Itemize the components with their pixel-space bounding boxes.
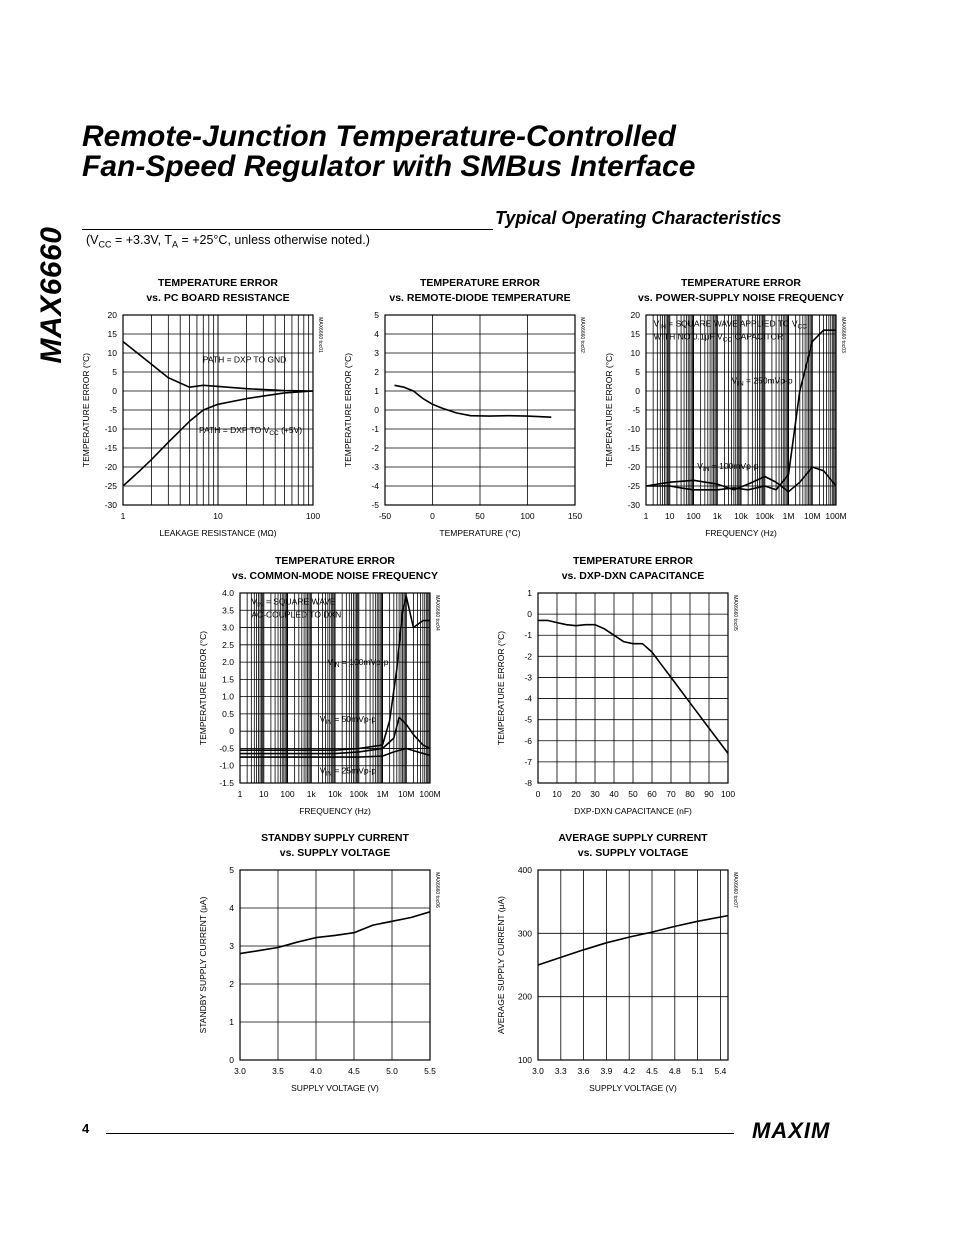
y-tick-label: 0: [374, 405, 379, 415]
x-tick-label: 10k: [734, 511, 748, 521]
x-tick-label: 5.0: [386, 1066, 398, 1076]
annotation-label: $V_{IN} = 50mVp-p$: [319, 714, 377, 727]
x-tick-label: 1: [120, 511, 126, 521]
x-tick-label: 100k: [755, 511, 774, 521]
chart-average-current-vs-voltage: [490, 825, 745, 1100]
y-tick-label: 100: [517, 1055, 532, 1065]
y-axis-label: TEMPERATURE ERROR (°C): [496, 630, 506, 746]
chart-temp-error-vs-supply-noise-frequency: [598, 270, 858, 545]
x-tick-label: 100: [520, 511, 535, 521]
y-tick-label: 0: [527, 609, 532, 620]
y-tick-label: 400: [517, 865, 532, 875]
y-tick-label: -5: [632, 405, 640, 415]
x-tick-label: 4.0: [310, 1066, 322, 1076]
x-tick-label: 1k: [712, 511, 722, 521]
y-tick-label: -15: [104, 443, 117, 453]
y-axis-label: TEMPERATURE ERROR (°C): [198, 630, 208, 746]
y-tick-label: -20: [627, 462, 640, 472]
chart-subtitle: vs. SUPPLY VOLTAGE: [577, 847, 689, 859]
y-tick-label: 1: [229, 1017, 234, 1027]
y-tick-label: -3: [371, 462, 379, 472]
x-tick-label: 100k: [349, 789, 368, 799]
maxim-logo: MAXIM: [752, 1118, 831, 1143]
chart-subtitle: vs. SUPPLY VOLTAGE: [279, 847, 391, 859]
x-tick-label: 3.3: [554, 1066, 567, 1076]
x-tick-label: 0: [430, 511, 435, 521]
x-tick-label: 4.8: [668, 1066, 681, 1076]
y-tick-label: -1: [524, 630, 532, 641]
chart-subtitle: vs. REMOTE-DIODE TEMPERATURE: [389, 292, 571, 304]
chart-subtitle: vs. DXP-DXN CAPACITANCE: [561, 570, 705, 582]
y-tick-label: 0: [635, 386, 640, 396]
y-axis-label: TEMPERATURE ERROR (°C): [343, 352, 353, 468]
y-axis-label: TEMPERATURE ERROR (°C): [81, 352, 91, 468]
y-tick-label: -1.5: [219, 778, 234, 788]
chart-code: MAX6660 toc05: [732, 595, 738, 631]
annotation-label: WITH NO 0.1μF $V_{CC}$ CAPACITOR: [653, 331, 784, 344]
x-tick-label: 1M: [782, 511, 795, 521]
chart-subtitle: vs. COMMON-MODE NOISE FREQUENCY: [232, 570, 438, 582]
y-tick-label: -25: [627, 481, 640, 491]
y-tick-label: -1.0: [219, 760, 234, 771]
x-tick-label: 100M: [825, 511, 847, 521]
x-tick-label: -50: [378, 511, 392, 521]
y-tick-label: 5: [229, 865, 234, 875]
y-tick-label: 0: [229, 726, 234, 737]
chart-temp-error-vs-diode-temperature: [335, 270, 590, 545]
y-axis-label: AVERAGE SUPPLY CURRENT (μA): [496, 896, 506, 1034]
chart-standby-current-vs-voltage: [195, 825, 450, 1100]
y-tick-label: 1.5: [222, 674, 234, 685]
document-title: [82, 122, 695, 182]
x-tick-label: 3.6: [577, 1066, 590, 1076]
x-tick-label: 1: [643, 511, 649, 521]
y-tick-label: 4: [229, 903, 234, 913]
side-part-number: MAX6660: [35, 226, 68, 364]
y-tick-label: -3: [524, 672, 532, 683]
x-tick-label: 80: [685, 789, 695, 799]
y-tick-label: 20: [630, 310, 640, 320]
chart-code: MAX6660 toc01: [317, 317, 323, 353]
y-tick-label: -4: [371, 481, 379, 491]
y-tick-label: 0: [112, 386, 117, 396]
y-tick-label: -15: [627, 443, 640, 453]
y-tick-label: 15: [107, 329, 117, 339]
x-tick-label: 100: [720, 789, 736, 799]
x-tick-label: 1: [237, 789, 243, 799]
chart-code: MAX6660 toc07: [732, 872, 738, 908]
chart-title: TEMPERATURE ERROR: [681, 277, 801, 289]
y-tick-label: 300: [517, 928, 532, 939]
x-tick-label: 100: [280, 789, 295, 799]
y-tick-label: 5: [112, 367, 117, 377]
chart-title: STANDBY SUPPLY CURRENT: [261, 832, 409, 844]
y-tick-label: -20: [104, 462, 117, 472]
y-tick-label: -1: [371, 424, 379, 434]
x-axis-label: LEAKAGE RESISTANCE (MΩ): [159, 528, 277, 538]
x-tick-label: 10: [665, 511, 675, 521]
y-tick-label: -2: [371, 443, 379, 453]
chart-temp-error-vs-capacitance: [490, 548, 745, 823]
chart-title: TEMPERATURE ERROR: [420, 277, 540, 289]
x-tick-label: 150: [567, 511, 583, 521]
document-title-line2: Fan-Speed Regulator with SMBus Interface: [82, 150, 696, 183]
y-tick-label: -10: [104, 424, 117, 434]
y-tick-label: -7: [524, 756, 532, 767]
annotation-label: $V_{IN} = 100mVp-p$: [327, 657, 389, 670]
annotation-label: $V_{IN}$ = SQUARE WAVE: [251, 596, 336, 609]
chart-subtitle: vs. PC BOARD RESISTANCE: [146, 292, 290, 304]
annotation-label: $V_{IN} = 250mVp-p$: [731, 375, 793, 388]
x-axis-label: DXP-DXN CAPACITANCE (nF): [574, 806, 692, 816]
y-tick-label: 3: [229, 941, 234, 951]
x-tick-label: 3.9: [600, 1066, 613, 1076]
x-tick-label: 90: [704, 789, 714, 799]
y-tick-label: 20: [107, 310, 117, 320]
y-tick-label: 2.5: [222, 639, 234, 650]
x-axis-label: FREQUENCY (Hz): [705, 528, 777, 538]
x-tick-label: 4.5: [348, 1066, 360, 1076]
y-tick-label: 2: [229, 979, 234, 989]
x-tick-label: 20: [571, 789, 581, 799]
x-tick-label: 1M: [376, 789, 389, 799]
y-tick-label: -4: [524, 693, 532, 704]
y-axis-label: STANDBY SUPPLY CURRENT (μA): [198, 896, 208, 1034]
chart-code: MAX6660 toc03: [840, 317, 846, 353]
y-tick-label: 2: [374, 367, 379, 377]
section-title: Typical Operating Characteristics: [495, 208, 782, 228]
y-tick-label: 15: [630, 329, 640, 339]
footer-rule: [106, 1133, 734, 1134]
x-tick-label: 10: [213, 511, 223, 521]
chart-code: MAX6660 toc02: [579, 317, 585, 353]
x-tick-label: 0: [535, 789, 541, 799]
chart-code: MAX6660 toc06: [434, 872, 440, 908]
y-tick-label: 10: [107, 348, 117, 358]
y-tick-label: -0.5: [219, 743, 234, 754]
y-tick-label: -5: [109, 405, 117, 415]
x-tick-label: 100: [305, 511, 321, 521]
y-tick-label: -30: [104, 500, 117, 510]
chart-title: TEMPERATURE ERROR: [573, 555, 693, 567]
x-tick-label: 10M: [803, 511, 821, 521]
x-axis-label: TEMPERATURE (°C): [439, 528, 521, 538]
y-tick-label: 5: [635, 367, 640, 377]
chart-temp-error-vs-pcb-resistance: [80, 270, 330, 545]
y-tick-label: 3: [374, 348, 379, 358]
x-tick-label: 70: [666, 789, 676, 799]
x-tick-label: 100: [686, 511, 701, 521]
y-tick-label: 200: [517, 991, 532, 1002]
y-tick-label: 1.0: [222, 691, 234, 702]
x-tick-label: 10: [259, 789, 269, 799]
x-tick-label: 100M: [419, 789, 441, 799]
chart-subtitle: vs. POWER-SUPPLY NOISE FREQUENCY: [638, 292, 844, 304]
chart-code: MAX6660 toc04: [434, 595, 440, 631]
x-tick-label: 5.1: [691, 1066, 704, 1076]
series-line-1: [538, 916, 728, 965]
y-tick-label: 0: [229, 1055, 234, 1065]
chart-title: TEMPERATURE ERROR: [275, 555, 395, 567]
y-tick-label: 0.5: [222, 708, 234, 719]
y-tick-label: 4.0: [222, 588, 234, 598]
y-tick-label: 3.5: [222, 605, 234, 616]
annotation-label: $V_{IN} = 100mVp-p$: [697, 460, 759, 473]
y-axis-label: TEMPERATURE ERROR (°C): [604, 352, 614, 468]
y-tick-label: 1: [374, 386, 379, 396]
y-tick-label: -30: [627, 500, 640, 510]
y-tick-label: 5: [374, 310, 379, 320]
x-tick-label: 4.5: [646, 1066, 658, 1076]
x-tick-label: 3.0: [532, 1066, 544, 1076]
y-tick-label: -2: [524, 651, 532, 662]
y-tick-label: 1: [527, 588, 532, 598]
annotation-label: PATH = DXP TO GND: [202, 354, 287, 365]
x-tick-label: 50: [628, 789, 638, 799]
test-conditions: ($V_{CC} = +3.3V$, $T_A = +25^\circ C$, unless otherwise noted.): [86, 233, 370, 250]
y-tick-label: 2.0: [222, 657, 234, 668]
y-tick-label: -10: [627, 424, 640, 434]
page-number: 4: [82, 1121, 90, 1136]
chart-title: TEMPERATURE ERROR: [158, 277, 278, 289]
x-tick-label: 10M: [397, 789, 415, 799]
y-tick-label: -5: [524, 714, 532, 725]
document-title-line1: Remote-Junction Temperature-Controlled: [82, 120, 676, 153]
y-tick-label: 10: [630, 348, 640, 358]
chart-temp-error-vs-common-mode-noise: [195, 548, 450, 823]
annotation-label: PATH = DXP TO $V_{CC}$ (+5V): [199, 424, 303, 437]
x-axis-label: FREQUENCY (Hz): [299, 806, 371, 816]
x-tick-label: 3.0: [234, 1066, 246, 1076]
x-tick-label: 5.4: [714, 1066, 727, 1076]
y-tick-label: -25: [104, 481, 117, 491]
plot-frame: [240, 870, 430, 1060]
x-tick-label: 50: [475, 511, 485, 521]
x-axis-label: SUPPLY VOLTAGE (V): [291, 1083, 379, 1093]
plot-frame: [538, 870, 728, 1060]
annotation-label: $V_{IN} = 25mVp-p$: [319, 765, 377, 778]
x-tick-label: 60: [647, 789, 657, 799]
x-tick-label: 10k: [328, 789, 342, 799]
y-tick-label: -5: [371, 500, 379, 510]
y-tick-label: -8: [524, 778, 532, 788]
x-tick-label: 3.5: [272, 1066, 284, 1076]
annotation-label: $V_{IN}$ = SQUARE WAVE APPLIED TO $V_{CC}$: [653, 318, 807, 331]
annotation-label: AC-COUPLED TO DXN: [251, 609, 342, 620]
x-tick-label: 40: [609, 789, 619, 799]
y-tick-label: 3.0: [222, 622, 234, 633]
x-tick-label: 5.5: [424, 1066, 436, 1076]
series-line-1: [240, 912, 430, 954]
x-tick-label: 10: [552, 789, 562, 799]
x-axis-label: SUPPLY VOLTAGE (V): [589, 1083, 677, 1093]
y-tick-label: -6: [524, 735, 532, 746]
x-tick-label: 30: [590, 789, 600, 799]
y-tick-label: 4: [374, 329, 379, 339]
chart-title: AVERAGE SUPPLY CURRENT: [558, 832, 708, 844]
section-rule: [82, 229, 493, 230]
x-tick-label: 4.2: [623, 1066, 636, 1076]
x-tick-label: 1k: [306, 789, 316, 799]
